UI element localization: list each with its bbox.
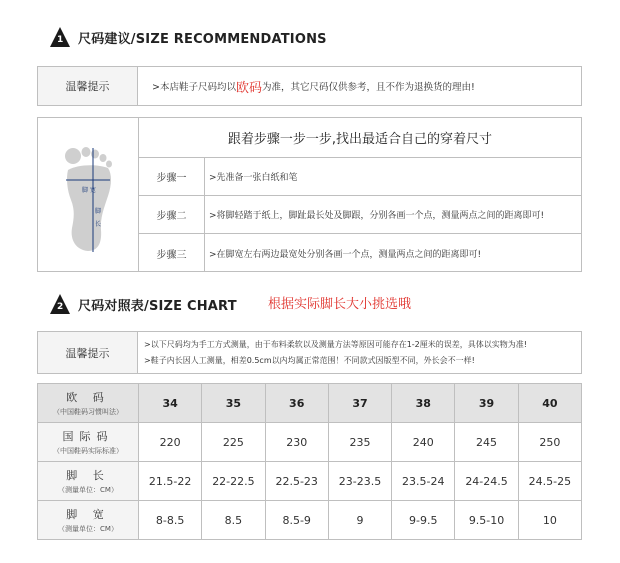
table-cell: 35: [202, 384, 265, 423]
table-cell: 22.5-23: [265, 462, 328, 501]
width-label: 脚 宽: [82, 187, 96, 194]
notice-label: 温馨提示: [38, 67, 138, 105]
section-title: 尺码建议/SIZE RECOMMENDATIONS: [78, 31, 327, 47]
table-row-foot-length: [38, 462, 582, 501]
table-cell: 220: [139, 423, 202, 462]
size-hint: 根据实际脚长大小挑选哦: [268, 297, 412, 312]
table-cell: 22-22.5: [202, 462, 265, 501]
table-cell: 9.5-10: [455, 501, 518, 540]
row-label: [38, 462, 139, 501]
row-label-sub: （中国鞋码实际标准）: [53, 447, 123, 455]
table-cell: 10: [518, 501, 581, 540]
table-row-intl-size: [38, 423, 582, 462]
chart-notice-box: [37, 331, 582, 374]
row-label-main: 脚 宽: [66, 508, 110, 521]
table-cell: 240: [392, 423, 455, 462]
row-label: [38, 423, 139, 462]
length-label-2: 长: [95, 221, 102, 228]
table-cell: 21.5-22: [139, 462, 202, 501]
notice-text-after: 为准，其它尺码仅供参考，且不作为退换货的理由!: [261, 82, 475, 93]
section-title: 尺码对照表/SIZE CHART: [78, 298, 237, 314]
table-cell: 230: [265, 423, 328, 462]
step-number-icon: [48, 25, 72, 49]
notice-text: [138, 67, 581, 105]
notice-line: >鞋子内长因人工测量，相差0.5cm以内均属正常范围！不同款式因版型不同，外长会不一样!: [144, 355, 475, 365]
row-label-main: 国际码: [62, 430, 114, 443]
row-label: [38, 384, 139, 423]
step-text: >先准备一张白纸和笔: [209, 173, 298, 183]
table-cell: 24.5-25: [518, 462, 581, 501]
notice-label: 温馨提示: [38, 332, 138, 373]
step-row: [139, 158, 581, 196]
table-cell: 250: [518, 423, 581, 462]
row-label-sub: （中国鞋码习惯叫法）: [53, 408, 123, 416]
table-cell: 8.5-9: [265, 501, 328, 540]
table-cell: 235: [328, 423, 391, 462]
step-label: 步骤三: [139, 234, 205, 272]
row-label: [38, 501, 139, 540]
notice-text: [138, 332, 581, 373]
table-cell: 34: [139, 384, 202, 423]
size-chart-table: [37, 383, 582, 540]
table-cell: 9-9.5: [392, 501, 455, 540]
table-cell: 245: [455, 423, 518, 462]
length-label-1: 脚: [95, 208, 102, 215]
table-cell: 225: [202, 423, 265, 462]
table-cell: 23-23.5: [328, 462, 391, 501]
section-heading-size-chart: [48, 292, 237, 316]
table-cell: 37: [328, 384, 391, 423]
section-heading-size-recommendations: [48, 25, 327, 49]
table-cell: 36: [265, 384, 328, 423]
notice-line: >以下尺码均为手工方式测量，由于布料柔软以及测量方法等原因可能存在1-2厘米的误差，具体以实物为准!: [144, 339, 527, 349]
row-label-main: 脚 长: [66, 469, 110, 482]
step-row: [139, 196, 581, 234]
guide-title: 跟着步骤一步一步,找出最适合自己的穿着尺寸: [139, 118, 581, 158]
row-label-sub: （测量单位：CM）: [58, 486, 118, 494]
table-cell: 38: [392, 384, 455, 423]
notice-highlight: 欧码: [235, 80, 262, 96]
foot-diagram: [38, 118, 139, 271]
table-cell: 8.5: [202, 501, 265, 540]
table-row-foot-width: [38, 501, 582, 540]
step-row: [139, 234, 581, 272]
step-text: >将脚轻踏于纸上，脚趾最长处及脚跟，分别各画一个点，测量两点之间的距离即可!: [209, 211, 545, 221]
table-cell: 9: [328, 501, 391, 540]
row-label-main: 欧 码: [66, 391, 110, 404]
table-cell: 39: [455, 384, 518, 423]
step-label: 步骤一: [139, 158, 205, 195]
table-cell: 40: [518, 384, 581, 423]
notice-text-before: >本店鞋子尺码均以: [152, 82, 236, 93]
table-row-eu-size: [38, 384, 582, 423]
table-cell: 24-24.5: [455, 462, 518, 501]
step-label: 步骤二: [139, 196, 205, 233]
step-text: >在脚宽左右两边最宽处分别各画一个点，测量两点之间的距离即可!: [209, 249, 482, 260]
step-number: 1: [57, 35, 64, 45]
notice-box: [37, 66, 582, 106]
measurement-guide: [37, 117, 582, 272]
table-cell: 23.5-24: [392, 462, 455, 501]
step-number-icon: [48, 292, 72, 316]
table-cell: 8-8.5: [139, 501, 202, 540]
row-label-sub: （测量单位：CM）: [58, 525, 118, 533]
step-number: 2: [57, 302, 64, 312]
